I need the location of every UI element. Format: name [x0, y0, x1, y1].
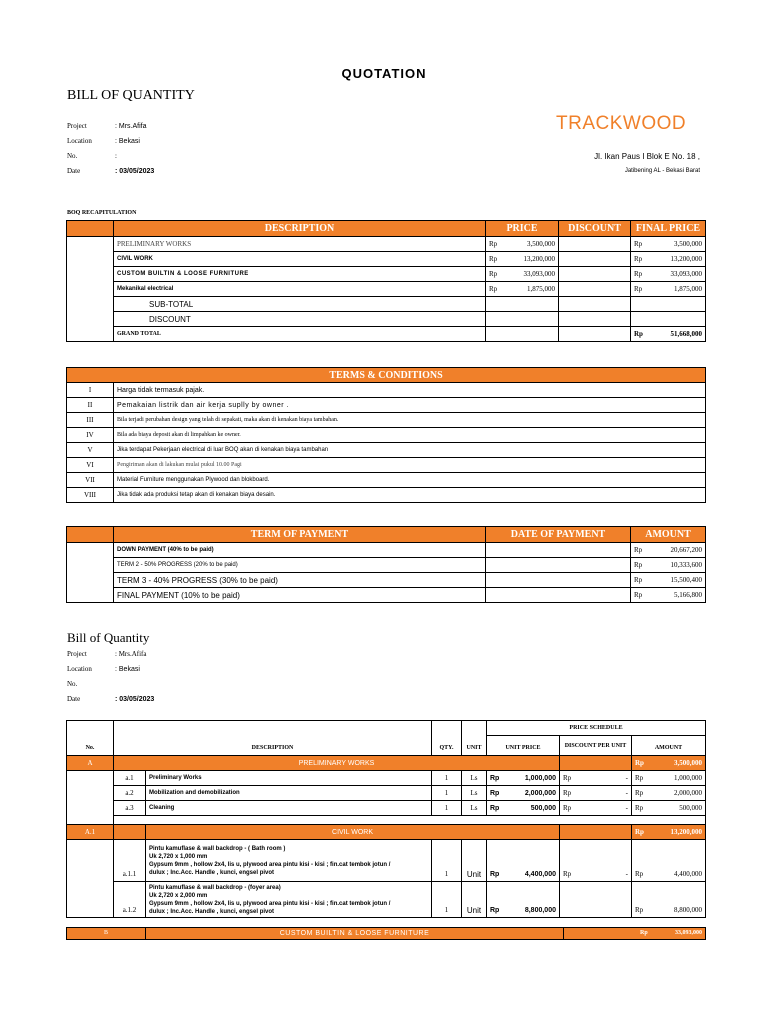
rp-label: Rp [634, 590, 643, 599]
rp-label: Rp [490, 789, 500, 797]
row-desc: Preliminary Works [146, 771, 432, 786]
location-label: Location [67, 137, 92, 145]
recap-header-final: FINAL PRICE [631, 221, 706, 237]
row-unit: Unit [462, 840, 487, 882]
terms-table [66, 367, 706, 503]
section-title: PRELIMINARY WORKS [114, 756, 560, 771]
term-text: Jika terdapat Pekerjaan electrical di luar BOQ akan di kenakan biaya tambahan [114, 443, 706, 458]
row-qty: 1 [432, 771, 462, 786]
header-qty: QTY. [432, 721, 462, 756]
term-no: VI [67, 458, 114, 473]
date-value: : 03/05/2023 [115, 168, 155, 175]
rp-label: Rp [634, 329, 643, 338]
table-row [67, 801, 706, 816]
term-no: VIII [67, 488, 114, 503]
location-label: Location [67, 665, 92, 673]
payment-table [66, 526, 706, 603]
rp-label: Rp [635, 773, 644, 782]
rp-label: Rp [635, 803, 644, 812]
project-label: Project [67, 122, 87, 130]
payment-row [67, 543, 706, 558]
rp-label: Rp [489, 269, 498, 278]
row-unit-price: 4,400,000 [524, 871, 556, 878]
term-text: Pengiriman akan di lakukan mulai pukul 10.00 Pagi [114, 458, 706, 473]
term-text: Jika tidak ada produksi tetap akan di kenakan biaya desain. [114, 488, 706, 503]
payment-term: DOWN PAYMENT (40% to be paid) [114, 543, 486, 558]
row-qty: 1 [432, 786, 462, 801]
boq-title: BILL OF QUANTITY [67, 88, 195, 103]
row-discount: - [625, 773, 628, 782]
section-row [67, 928, 706, 940]
rp-label: Rp [489, 239, 498, 248]
date-label: Date [67, 695, 81, 703]
boq2-info [67, 650, 267, 710]
header-description: DESCRIPTION [114, 721, 432, 756]
row-unit: Ls [462, 801, 487, 816]
recap-header-description: DESCRIPTION [114, 221, 486, 237]
brand-address: Jl. Ikan Paus I Blok E No. 18 , [594, 152, 700, 161]
header-unit-price: UNIT PRICE [487, 736, 560, 756]
page-title: QUOTATION [341, 66, 427, 81]
recap-row [67, 267, 706, 282]
recap-desc: Mekanikal electrical [114, 282, 486, 297]
recap-desc: CIVIL WORK [114, 252, 486, 267]
recap-price: 33,093,000 [523, 269, 555, 278]
payment-amount: 15,500,400 [670, 575, 702, 584]
header-price-schedule: PRICE SCHEDULE [487, 721, 706, 736]
payment-header-term: TERM OF PAYMENT [114, 527, 486, 543]
recap-heading: BOQ RECAPITULATION [67, 210, 137, 216]
rp-label: Rp [490, 907, 500, 914]
row-amount: 4,400,000 [674, 870, 702, 878]
row-desc-line: Uk 2,720 x 2,000 mm [149, 892, 208, 899]
recap-header-discount: DISCOUNT [559, 221, 631, 237]
row-unit: Ls [462, 786, 487, 801]
header-amount: AMOUNT [632, 736, 706, 756]
rp-label: Rp [563, 870, 572, 878]
recap-final: 3,500,000 [674, 239, 702, 248]
row-unit-price: 500,000 [530, 804, 556, 812]
grand-total-value: 51,668,000 [670, 329, 702, 338]
term-no: VII [67, 473, 114, 488]
table-row [67, 771, 706, 786]
section-code: A.1 [67, 825, 114, 840]
row-desc-line: Gypsum 9mm , hollow 2x4, lis u, plywood area pintu kisi - kisi ; fin.cat tembok jotun / [149, 861, 391, 868]
section-total: 13,200,000 [670, 827, 702, 836]
recap-header-price: PRICE [486, 221, 559, 237]
recap-price: 1,875,000 [527, 284, 555, 293]
project-value: : Mrs.Afifa [115, 123, 147, 130]
rp-label: Rp [635, 906, 644, 914]
term-no: IV [67, 428, 114, 443]
payment-row [67, 558, 706, 573]
payment-row [67, 573, 706, 588]
detail-table [66, 720, 706, 918]
row-discount: - [625, 870, 628, 878]
rp-label: Rp [490, 774, 500, 782]
rp-label: Rp [634, 545, 643, 554]
term-text: Material Furniture menggunakan Plywood dan blokboard. [114, 473, 706, 488]
project-value: : Mrs.Afifa [115, 650, 147, 658]
rp-label: Rp [563, 788, 572, 797]
row-desc: Cleaning [146, 801, 432, 816]
row-code: a.1 [114, 771, 146, 786]
rp-label: Rp [490, 804, 500, 812]
row-qty: 1 [432, 801, 462, 816]
section-title: CIVIL WORK [146, 825, 560, 840]
term-no: II [67, 398, 114, 413]
header-unit: UNIT [462, 721, 487, 756]
term-text: Harga tidak termasuk pajak. [114, 383, 706, 398]
row-qty: 1 [432, 882, 462, 918]
term-no: V [67, 443, 114, 458]
no-label: No. [67, 152, 78, 160]
rp-label: Rp [634, 575, 643, 584]
brand-address-2: Jatibening AL - Bekasi Barat [624, 168, 700, 174]
payment-row [67, 588, 706, 603]
recap-row [67, 282, 706, 297]
section-title: CUSTOM BUILTIN & LOOSE FURNITURE [146, 928, 564, 940]
rp-label: Rp [635, 758, 644, 767]
rp-label: Rp [634, 239, 643, 248]
row-unit-price: 1,000,000 [524, 774, 556, 782]
recap-price: 3,500,000 [527, 239, 555, 248]
recap-desc: PRELIMINARY WORKS [114, 237, 486, 252]
subtotal-label: SUB-TOTAL [114, 297, 486, 312]
row-desc-line: Gypsum 9mm , hollow 2x4, lis u, plywood area pintu kisi - kisi ; fin.cat tembok jotun / [149, 900, 391, 907]
recap-desc: CUSTOM BUILTIN & LOOSE FURNITURE [114, 267, 486, 282]
section-b-table [66, 927, 706, 940]
rp-label: Rp [634, 254, 643, 263]
header-discount-per-unit: DISCOUNT PER UNIT [560, 736, 632, 756]
location-value: : Bekasi [115, 666, 140, 673]
rp-label: Rp [640, 930, 648, 936]
rp-label: Rp [489, 254, 498, 263]
payment-header-date: DATE OF PAYMENT [486, 527, 631, 543]
row-desc [146, 882, 432, 918]
row-unit: Unit [462, 882, 487, 918]
section-row [67, 825, 706, 840]
rp-label: Rp [635, 827, 644, 836]
header-no: No. [67, 721, 114, 756]
payment-term: TERM 2 - 50% PROGRESS (20% to be paid) [114, 558, 486, 573]
date-label: Date [67, 167, 81, 175]
row-desc [146, 840, 432, 882]
payment-header-amount: AMOUNT [631, 527, 706, 543]
rp-label: Rp [635, 788, 644, 797]
rp-label: Rp [563, 773, 572, 782]
rp-label: Rp [490, 871, 500, 878]
recap-final: 13,200,000 [670, 254, 702, 263]
term-no: III [67, 413, 114, 428]
payment-amount: 5,166,800 [674, 590, 702, 599]
row-code: a.1.2 [114, 882, 146, 918]
rp-label: Rp [489, 284, 498, 293]
brand-logo: TRACKWOOD [556, 113, 687, 134]
grand-total-label: GRAND TOTAL [114, 327, 486, 342]
recap-final: 33,093,000 [670, 269, 702, 278]
project-label: Project [67, 650, 87, 658]
term-text: Bila ada biaya deposit akan di limpahkan ke owner. [114, 428, 706, 443]
row-code: a.1.1 [114, 840, 146, 882]
payment-amount: 20,667,200 [670, 545, 702, 554]
recap-table [66, 220, 706, 342]
location-value: : Bekasi [115, 138, 140, 145]
rp-label: Rp [634, 284, 643, 293]
row-desc-line: Pintu kamuflase & wall backdrop - (foyer area) [149, 884, 281, 891]
row-desc-line: dulux ; Inc.Acc. Handle , kunci, engsel pivot [149, 869, 275, 876]
no-label: No. [67, 680, 78, 688]
discount-label: DISCOUNT [114, 312, 486, 327]
row-code: a.3 [114, 801, 146, 816]
section-code: B [67, 928, 146, 940]
date-value: : 03/05/2023 [115, 696, 155, 703]
rp-label: Rp [634, 269, 643, 278]
section-total: 33,093,000 [675, 930, 702, 936]
term-text: Pemakaian listrik dan air kerja suplly by owner . [114, 398, 706, 413]
section-row [67, 756, 706, 771]
no-value: : [115, 152, 117, 160]
section-total: 3,500,000 [674, 758, 702, 767]
info-block [67, 122, 267, 182]
row-code: a.2 [114, 786, 146, 801]
recap-row [67, 237, 706, 252]
row-discount: - [625, 803, 628, 812]
table-row [67, 882, 706, 918]
rp-label: Rp [563, 803, 572, 812]
row-amount: 500,000 [679, 803, 702, 812]
section-code: A [67, 756, 114, 771]
table-row [67, 786, 706, 801]
row-amount: 1,000,000 [674, 773, 702, 782]
row-desc: Mobilization and demobilization [146, 786, 432, 801]
rp-label: Rp [634, 560, 643, 569]
row-amount: 8,800,000 [674, 906, 702, 914]
term-text: Bila terjadi perubahan design yang telah di sepakati, maka akan di kenakan biaya tambahan. [114, 413, 706, 428]
term-no: I [67, 383, 114, 398]
recap-final: 1,875,000 [674, 284, 702, 293]
recap-price: 13,200,000 [523, 254, 555, 263]
table-row [67, 840, 706, 882]
payment-amount: 10,333,600 [670, 560, 702, 569]
row-unit: Ls [462, 771, 487, 786]
row-amount: 2,000,000 [674, 788, 702, 797]
row-qty: 1 [432, 840, 462, 882]
row-unit-price: 8,800,000 [524, 907, 556, 914]
rp-label: Rp [635, 870, 644, 878]
payment-term: FINAL PAYMENT (10% to be paid) [114, 588, 486, 603]
row-desc-line: dulux ; Inc.Acc. Handle , kunci, engsel pivot [149, 908, 275, 915]
row-discount: - [625, 788, 628, 797]
row-unit-price: 2,000,000 [524, 789, 556, 797]
terms-heading: TERMS & CONDITIONS [67, 368, 706, 383]
recap-row [67, 252, 706, 267]
boq2-title: Bill of Quantity [67, 630, 150, 645]
row-desc-line: Uk 2,720 x 1,000 mm [149, 853, 208, 860]
row-desc-line: Pintu kamuflase & wall backdrop - ( Bath room ) [149, 845, 286, 852]
payment-term: TERM 3 - 40% PROGRESS (30% to be paid) [114, 573, 486, 588]
